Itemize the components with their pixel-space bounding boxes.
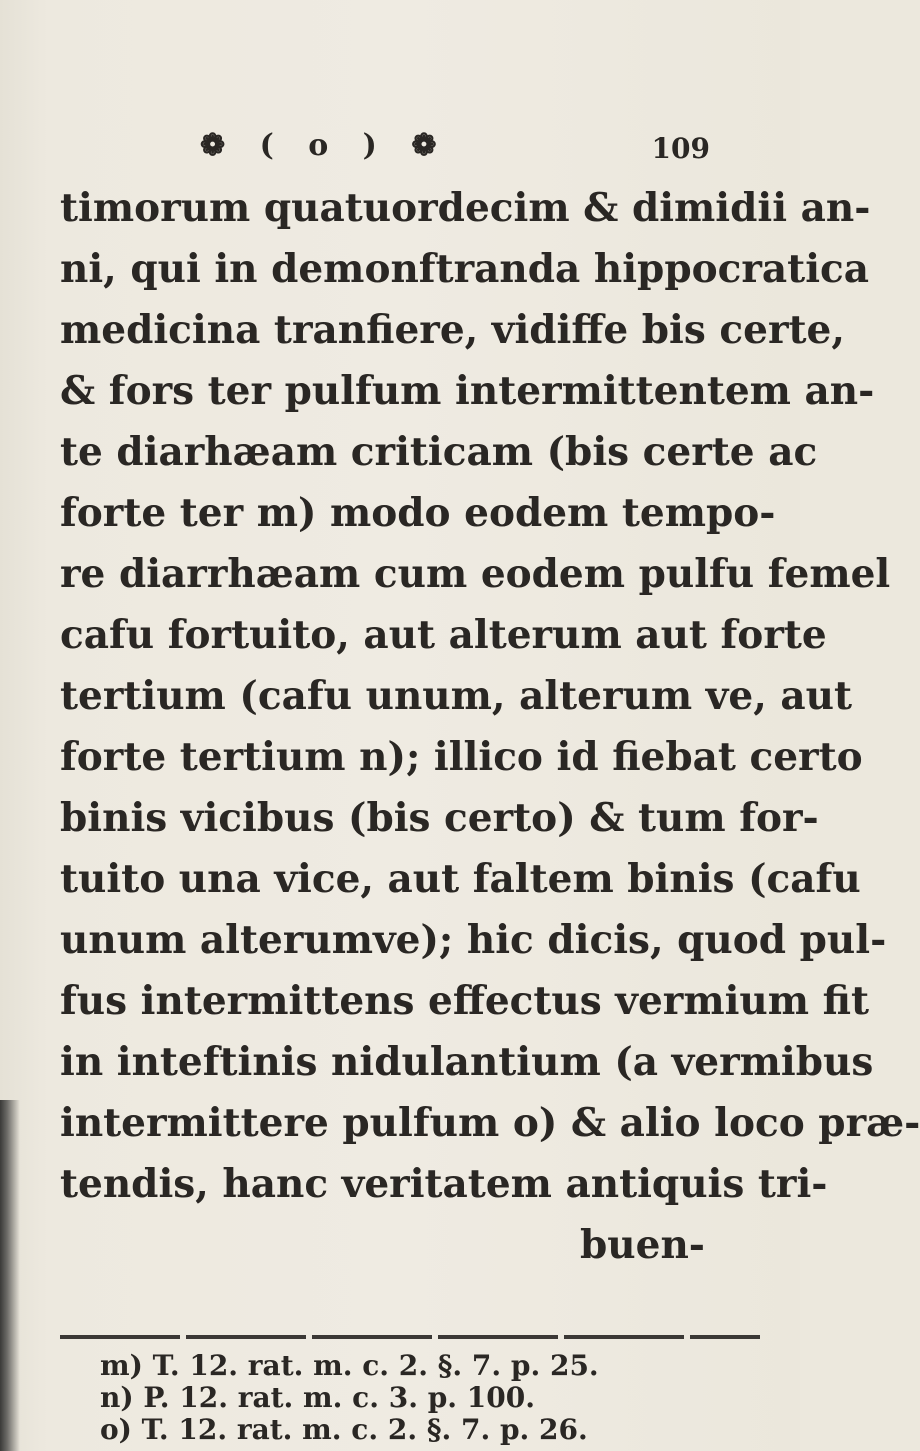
text-line: ni, qui in demonftranda hippocratica [60, 246, 870, 292]
text-line: in inteftinis nidulantium (a vermibus [60, 1039, 874, 1085]
body-text [60, 178, 920, 1276]
text-line: medicina tranfiere, vidiffe bis certe, [60, 307, 845, 353]
catchword: buen- [580, 1222, 705, 1268]
text-line: & fors ter pulfum intermittentem an- [60, 368, 875, 414]
text-line: forte tertium n); illico id fiebat certo [60, 734, 863, 780]
footnote-rule [60, 1335, 760, 1339]
text-line: tuito una vice, aut faltem binis (cafu [60, 856, 861, 902]
footnote: o) T. 12. rat. m. c. 2. §. 7. p. 26. [100, 1413, 588, 1446]
text-line: intermittere pulfum o) & alio loco præ- [60, 1100, 920, 1146]
text-line: timorum quatuordecim & dimidii an- [60, 185, 871, 231]
text-line: tertium (cafu unum, alterum ve, aut [60, 673, 852, 719]
footnote: n) P. 12. rat. m. c. 3. p. 100. [100, 1381, 535, 1414]
text-line: tendis, hanc veritatem antiquis tri- [60, 1161, 828, 1207]
text-line: re diarrhæam cum eodem pulfu femel [60, 551, 891, 597]
running-header [200, 128, 710, 168]
text-line: fus intermittens effectus vermium fit [60, 978, 869, 1024]
page-number: 109 [651, 132, 710, 165]
page-edge-shadow [0, 1100, 20, 1451]
text-line: cafu fortuito, aut alterum aut forte [60, 612, 827, 658]
text-line: binis vicibus (bis certo) & tum for- [60, 795, 819, 841]
text-line: unum alterumve); hic dicis, quod pul- [60, 917, 887, 963]
header-ornament: ❁ ( o ) ❁ [200, 128, 449, 163]
footnotes [100, 1350, 760, 1446]
text-line: te diarhæam criticam (bis certe ac [60, 429, 818, 475]
footnote: m) T. 12. rat. m. c. 2. §. 7. p. 25. [100, 1349, 599, 1382]
text-line: forte ter m) modo eodem tempo- [60, 490, 776, 536]
